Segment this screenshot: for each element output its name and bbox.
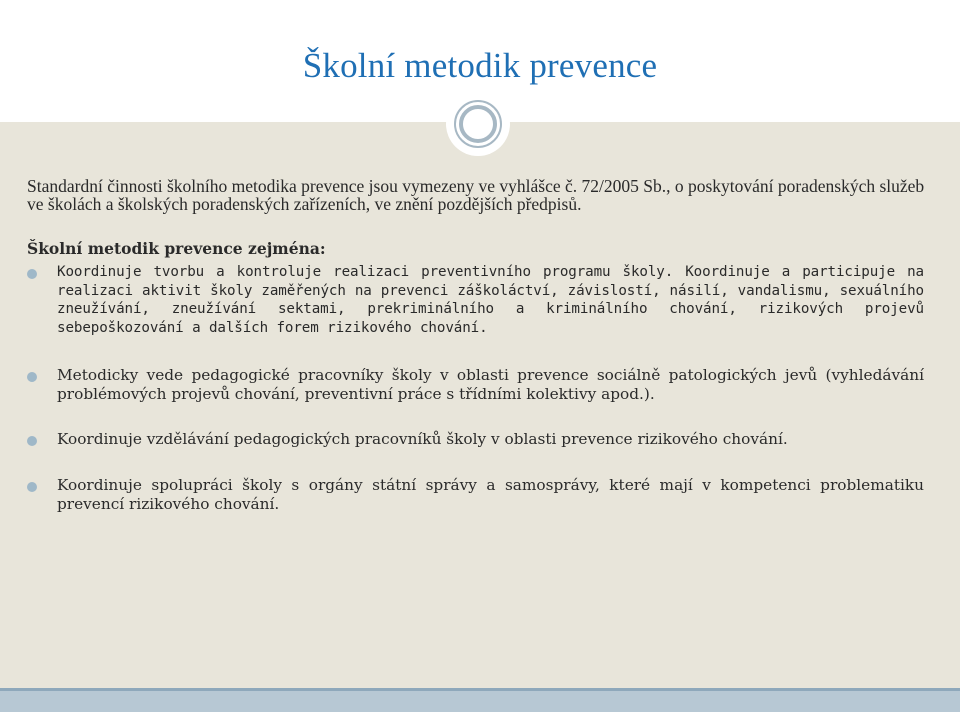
intro-paragraph: Standardní činnosti školního metodika prevence jsou vymezeny ve vyhlášce č. 72/2005 Sb., o poskytování poradenských služeb ve školách a školských poradenských zařízeních, ve znění pozdějších předpisů.	[27, 176, 925, 214]
bullet-icon	[27, 482, 37, 492]
slide-title: Školní metodik prevence	[302, 46, 658, 85]
bullet-icon	[27, 269, 37, 279]
bullet-icon	[27, 436, 37, 446]
list-item-text: Metodicky vede pedagogické pracovníky školy v oblasti prevence sociálně patologických jevů (vyhledávání problémových projevů chování, preventivní práce s třídními kolektivy apod.).	[57, 366, 924, 403]
bullet-icon	[27, 372, 37, 382]
list-item-text: Koordinuje vzdělávání pedagogických pracovníků školy v oblasti prevence rizikového chování.	[57, 430, 788, 448]
list-item-text: Koordinuje tvorbu a kontroluje realizaci preventivního programu školy. Koordinuje a participuje na realizaci aktivit školy zaměřených na prevenci záškoláctví, závislostí, násilí, vandalismu, sexuálního zneužívání, zneužívání sektami, prekriminálního a kriminálního chování, rizikových projevů sebepoškozování a dalších forem rizikového chování.	[57, 264, 924, 336]
decorative-circle-icon	[446, 92, 510, 156]
list-item-text: Koordinuje spolupráci školy s orgány státní správy a samosprávy, které mají v kompetenci problematiku prevencí rizikového chování.	[57, 476, 924, 513]
section-subheading: Školní metodik prevence zejména:	[27, 239, 326, 258]
slide-footer-band	[0, 688, 960, 712]
circle-inner-ring	[459, 105, 497, 143]
